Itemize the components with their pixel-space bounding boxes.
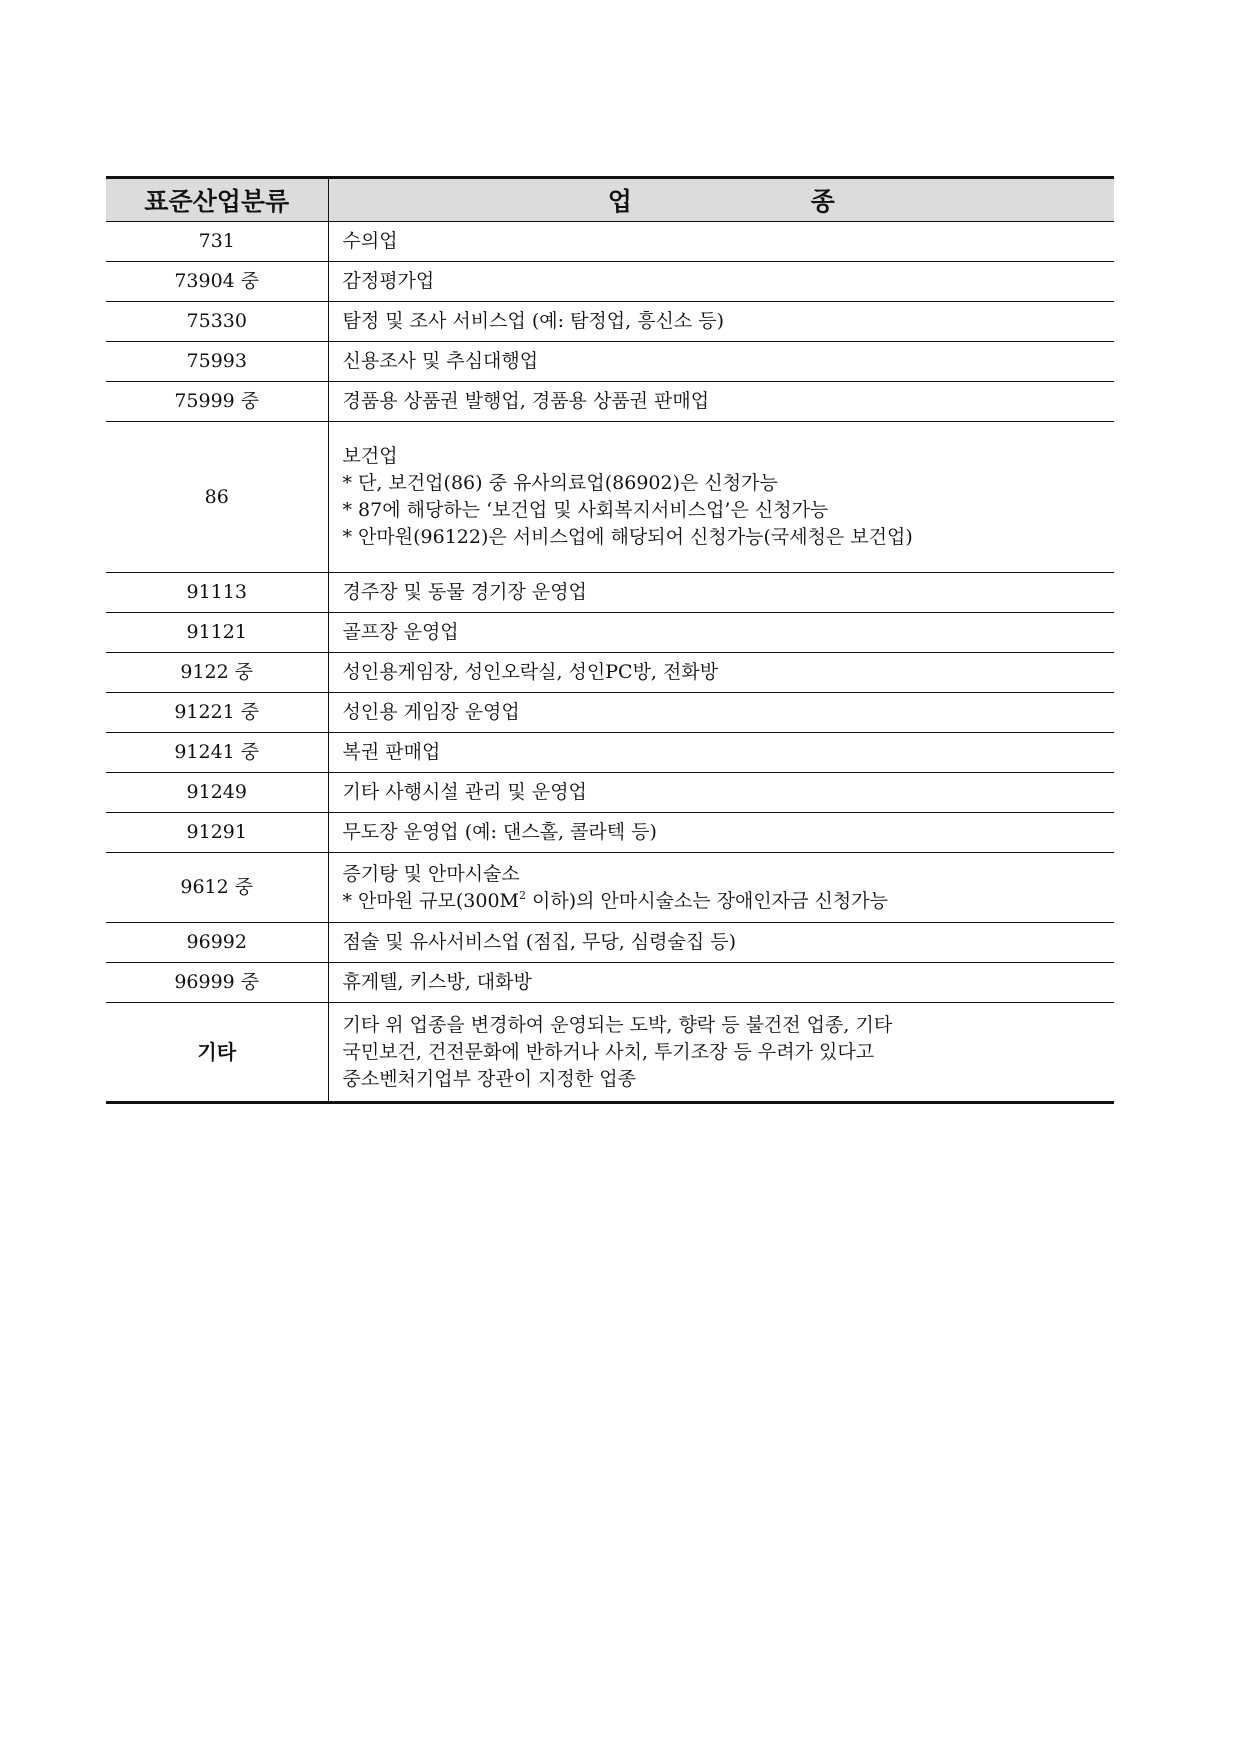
row-code: 9122 중 — [106, 653, 328, 693]
row-industry — [328, 573, 1114, 613]
industry-line: 골프장 운영업 — [342, 621, 459, 643]
industry-line: 기타 사행시설 관리 및 운영업 — [342, 781, 587, 803]
table-row — [106, 222, 1114, 262]
industry-line: 중소벤처기업부 장관이 지정한 업종 — [342, 1067, 636, 1090]
industry-line: 신용조사 및 추심대행업 — [342, 350, 539, 372]
industry-line: 수의업 — [342, 230, 398, 252]
row-industry — [328, 342, 1114, 382]
industry-classification-table — [106, 176, 1114, 1104]
industry-note: * 단, 보건업(86) 중 유사의료업(86902)은 신청가능 — [342, 472, 778, 494]
industry-line: 증기탕 및 안마시술소 — [342, 862, 520, 885]
row-code: 9612 중 — [106, 853, 328, 923]
industry-line: 성인용 게임장 운영업 — [342, 701, 520, 723]
header-industry — [328, 178, 1114, 222]
industry-line: 무도장 운영업 (예: 댄스홀, 콜라텍 등) — [342, 821, 657, 843]
row-industry — [328, 963, 1114, 1003]
industry-line: 감정평가업 — [342, 270, 435, 292]
table-row — [106, 1003, 1114, 1103]
row-code: 96999 중 — [106, 963, 328, 1003]
row-code: 91249 — [106, 773, 328, 813]
row-code: 91291 — [106, 813, 328, 853]
row-code: 91113 — [106, 573, 328, 613]
note-text-before: * 안마원 규모(300M — [342, 889, 519, 912]
industry-line: 점술 및 유사서비스업 (점집, 무당, 심령술집 등) — [342, 931, 737, 953]
table-row — [106, 613, 1114, 653]
row-industry — [328, 422, 1114, 573]
row-code: 75999 중 — [106, 382, 328, 422]
row-code: 96992 — [106, 923, 328, 963]
table-row — [106, 302, 1114, 342]
industry-line: 보건업 — [342, 445, 398, 467]
row-industry — [328, 613, 1114, 653]
table-row — [106, 693, 1114, 733]
row-industry — [328, 733, 1114, 773]
industry-line: 국민보건, 건전문화에 반하거나 사치, 투기조장 등 우려가 있다고 — [342, 1040, 875, 1063]
table-row — [106, 653, 1114, 693]
row-industry — [328, 302, 1114, 342]
note-superscript: 2 — [518, 888, 526, 902]
table-header-row — [106, 178, 1114, 222]
industry-note: * 87에 해당하는 ‘보건업 및 사회복지서비스업’은 신청가능 — [342, 499, 829, 521]
table-row — [106, 262, 1114, 302]
row-industry — [328, 1003, 1114, 1103]
industry-line: 기타 위 업종을 변경하여 운영되는 도박, 향락 등 불건전 업종, 기타 — [342, 1013, 893, 1036]
row-industry — [328, 382, 1114, 422]
row-industry — [328, 222, 1114, 262]
row-code: 75993 — [106, 342, 328, 382]
header-code: 표준산업분류 — [106, 178, 328, 222]
row-industry — [328, 693, 1114, 733]
industry-line: 휴게텔, 키스방, 대화방 — [342, 971, 532, 993]
table-row — [106, 382, 1114, 422]
industry-note — [343, 888, 1115, 915]
table-row — [106, 342, 1114, 382]
table-row — [106, 963, 1114, 1003]
industry-line: 경주장 및 동물 경기장 운영업 — [342, 581, 587, 603]
row-code: 기타 — [106, 1003, 328, 1103]
row-industry — [328, 923, 1114, 963]
row-code: 91221 중 — [106, 693, 328, 733]
row-code: 731 — [106, 222, 328, 262]
row-code: 75330 — [106, 302, 328, 342]
table-row — [106, 773, 1114, 813]
row-code: 91241 중 — [106, 733, 328, 773]
row-industry — [328, 853, 1114, 923]
table-row — [106, 853, 1114, 923]
row-code: 86 — [106, 422, 328, 573]
row-industry — [328, 653, 1114, 693]
row-industry — [328, 813, 1114, 853]
row-industry — [328, 262, 1114, 302]
table-row — [106, 813, 1114, 853]
table-row — [106, 573, 1114, 613]
industry-line: 경품용 상품권 발행업, 경품용 상품권 판매업 — [342, 390, 710, 412]
table-row — [106, 422, 1114, 573]
table-row — [106, 733, 1114, 773]
header-industry-label: 업 종 — [607, 187, 835, 216]
industry-line: 탐정 및 조사 서비스업 (예: 탐정업, 흥신소 등) — [342, 310, 725, 332]
industry-line: 복권 판매업 — [342, 741, 441, 763]
row-industry — [328, 773, 1114, 813]
row-code: 91121 — [106, 613, 328, 653]
row-code: 73904 중 — [106, 262, 328, 302]
industry-line: 성인용게임장, 성인오락실, 성인PC방, 전화방 — [342, 661, 719, 683]
industry-note: * 안마원(96122)은 서비스업에 해당되어 신청가능(국세청은 보건업) — [342, 526, 913, 548]
table-row — [106, 923, 1114, 963]
note-text-after: 이하)의 안마시술소는 장애인자금 신청가능 — [525, 889, 888, 912]
